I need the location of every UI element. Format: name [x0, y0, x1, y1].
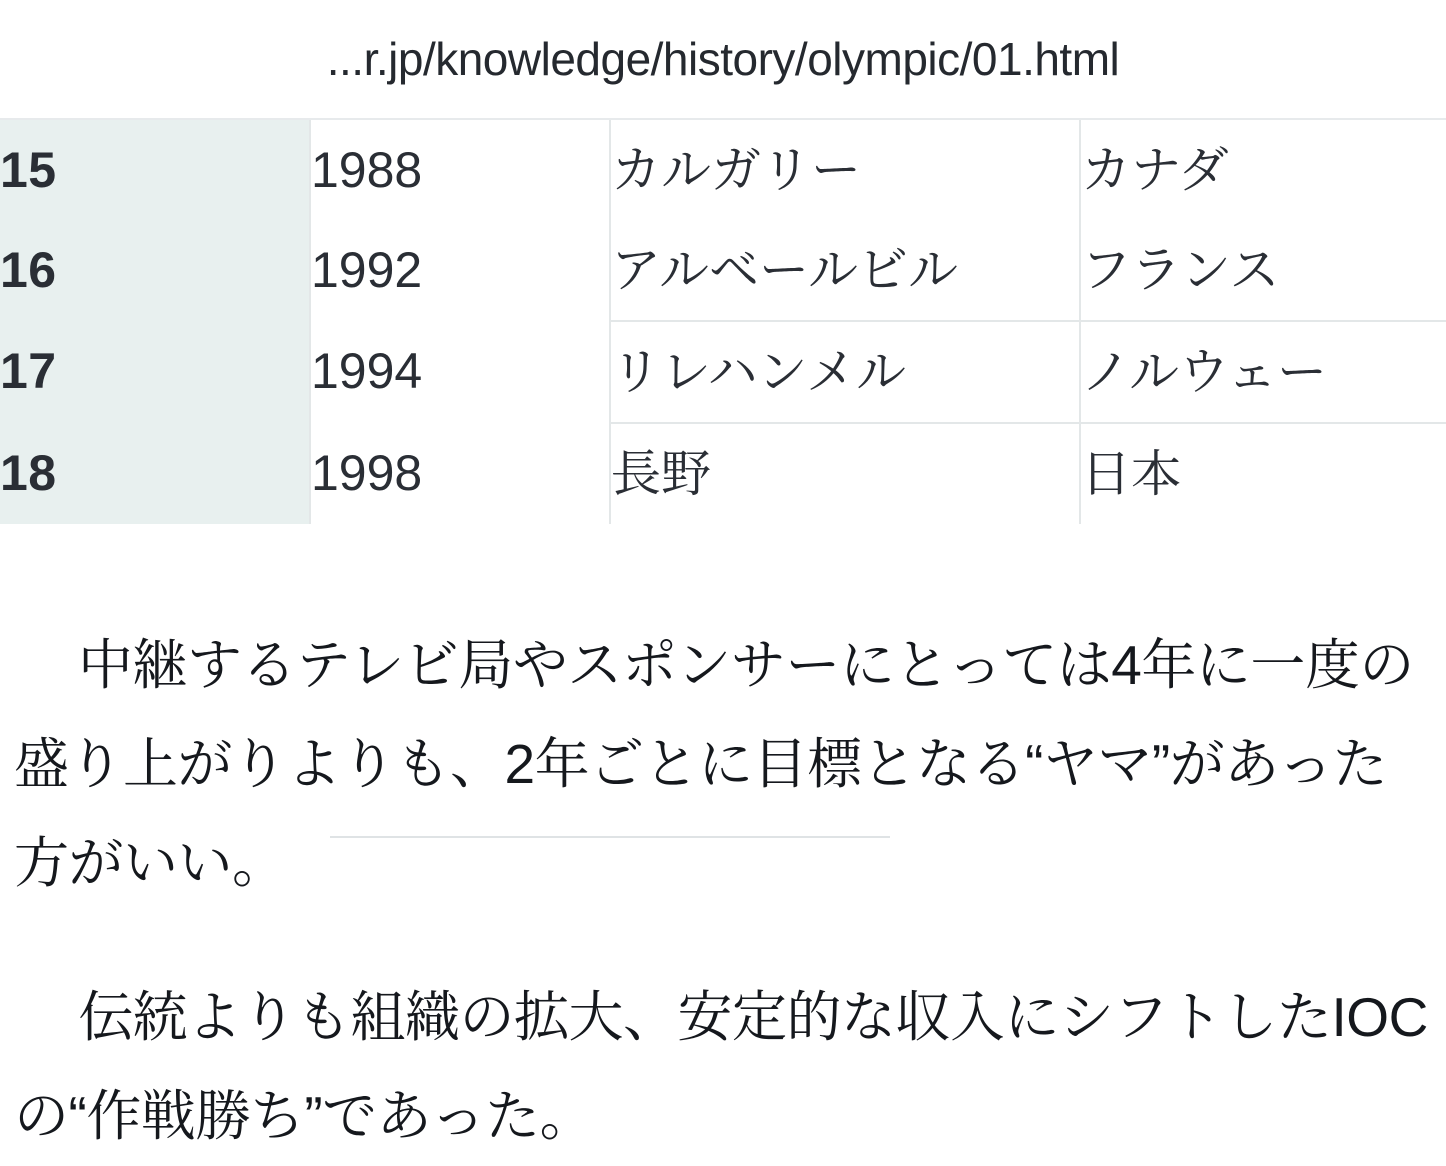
- cell-year: 1988: [310, 120, 610, 220]
- paragraph: 伝統よりも組織の拡大、安定的な収入にシフトしたIOCの“作戦勝ち”であった。: [14, 986, 1428, 1147]
- cell-year: 1998: [310, 423, 610, 524]
- cell-country: ノルウェー: [1080, 321, 1446, 423]
- table-body: [0, 120, 1446, 524]
- table-row: [0, 423, 1446, 524]
- table-row: [0, 120, 1446, 220]
- cell-number: 15: [0, 120, 310, 220]
- page-artifact-line: [330, 836, 890, 838]
- cell-year: 1994: [310, 321, 610, 423]
- cell-country: カナダ: [1080, 120, 1446, 220]
- cell-city: リレハンメル: [610, 321, 1080, 423]
- cell-number: 16: [0, 220, 310, 321]
- cell-city: カルガリー: [610, 120, 1080, 220]
- url-bar[interactable]: [0, 0, 1446, 118]
- cell-year: 1992: [310, 220, 610, 321]
- url-text: ...r.jp/knowledge/history/olympic/01.html: [326, 33, 1120, 85]
- table-row: [0, 220, 1446, 321]
- cell-city: 長野: [610, 423, 1080, 524]
- paragraph: 中継するテレビ局やスポンサーにとっては4年に一度の盛り上がりよりも、2年ごとに目標となる“ヤマ”があった方がいい。: [14, 634, 1414, 894]
- cell-city: アルベールビル: [610, 220, 1080, 321]
- cell-country: フランス: [1080, 220, 1446, 321]
- olympic-table-container: [0, 120, 1446, 557]
- cell-number: 18: [0, 423, 310, 524]
- table-row: [0, 321, 1446, 423]
- cell-country: 日本: [1080, 423, 1446, 524]
- article-body: [0, 557, 1446, 1166]
- cell-number: 17: [0, 321, 310, 423]
- olympic-table: [0, 120, 1446, 524]
